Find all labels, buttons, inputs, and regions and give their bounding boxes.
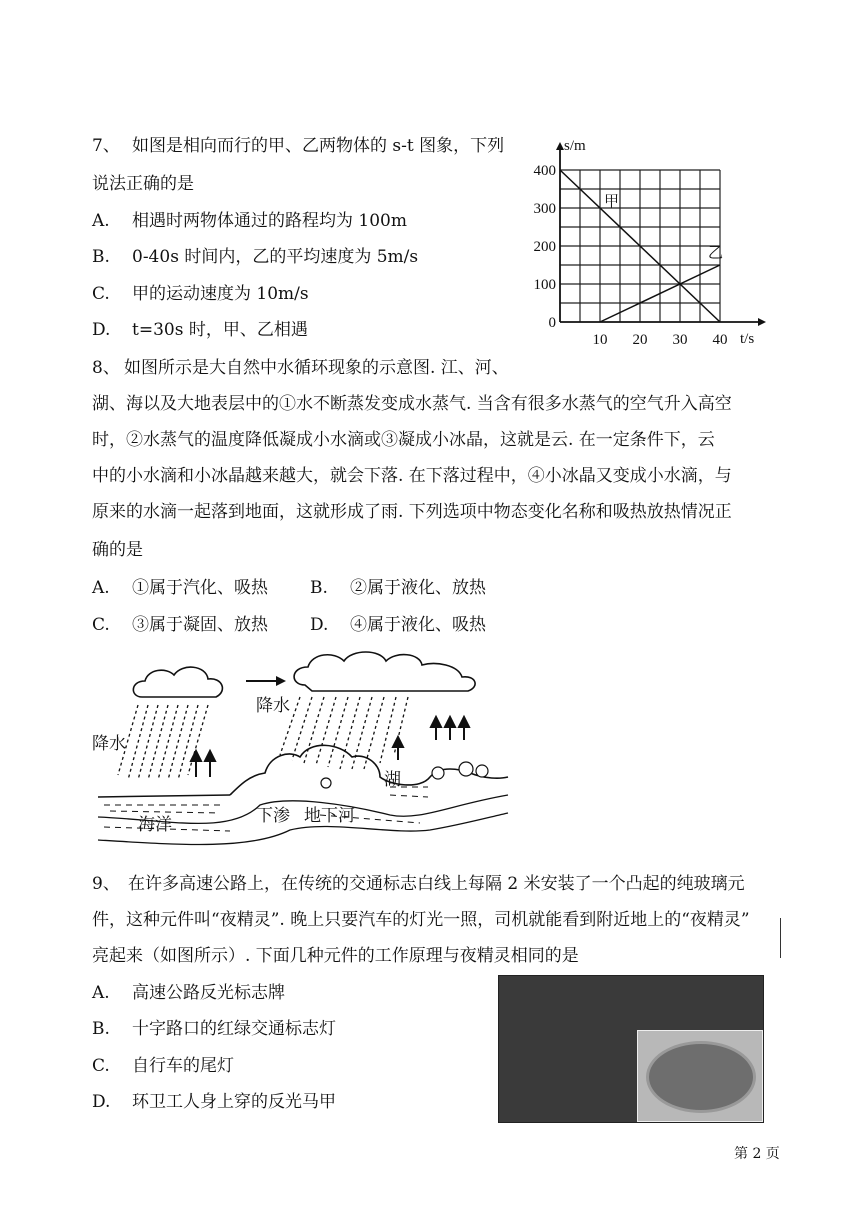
chart-ticks [534,163,728,348]
q7-option-b-letter: B. [92,247,110,267]
q9-option-d-text: 环卫工人身上穿的反光马甲 [132,1092,336,1112]
x-tick-label: 10 [592,332,608,348]
x-tick-label: 30 [672,332,688,348]
q9-number: 9、 [92,874,120,894]
q9-stem-line1: 在许多高速公路上，在传统的交通标志白线上每隔 2 米安装了一个凸起的纯玻璃元 [128,874,745,894]
q8-stem-line6: 确的是 [92,540,143,560]
q7-option-b-text: 0-40s 时间内，乙的平均速度为 5m/s [132,247,419,267]
q8-option-d-text: ④属于液化、吸热 [350,615,486,635]
reflector-closeup-inset [637,1030,763,1122]
ocean-surface [98,795,230,797]
q7-option-a-letter: A. [92,211,110,231]
y-axis-label: s/m [564,138,586,154]
q8-stem-line2: 湖、海以及大地表层中的①水不断蒸发变成水蒸气. 当含有很多水蒸气的空气升入高空 [92,394,732,414]
q7-option-a-text: 相遇时两物体通过的路程均为 100m [132,211,407,231]
label-rain-left: 降水 [92,734,126,754]
page-number: 第 2 页 [734,1146,780,1162]
st-chart [520,130,770,355]
y-tick-label: 0 [548,315,556,331]
label-ocean: 海洋 [138,815,172,835]
x-tick-label: 20 [632,332,648,348]
q8-option-b-letter: B. [310,578,328,598]
cloud-right [294,652,475,691]
q8-number: 8、 [92,358,120,378]
q8-option-c-letter: C. [92,615,110,635]
q8-stem-line3: 时，②水蒸气的温度降低凝成小水滴或③凝成小冰晶，这就是云. 在一定条件下，云 [92,430,715,450]
q7-option-c-letter: C. [92,284,110,304]
page-margin-line [780,918,781,958]
q9-option-c-letter: C. [92,1056,110,1076]
x-axis-label: t/s [740,331,755,347]
q8-option-a-text: ①属于汽化、吸热 [132,578,268,598]
y-tick-label: 200 [533,239,556,255]
cloud-left [133,667,222,697]
q8-option-a-letter: A. [92,578,110,598]
q7-option-d-letter: D. [92,320,111,340]
reflector-stud-image [646,1041,756,1113]
q9-option-d-letter: D. [92,1092,111,1112]
rain-right [280,697,408,769]
q8-option-c-text: ③属于凝固、放热 [132,615,268,635]
q9-option-a-text: 高速公路反光标志牌 [132,983,285,1003]
label-seep: 下渗 [256,806,290,826]
q7-option-c-text: 甲的运动速度为 10m/s [132,284,309,304]
q9-option-b-letter: B. [92,1019,110,1039]
label-underground-river: 地下河 [304,806,355,826]
q7-stem-line2: 说法正确的是 [92,174,194,194]
y-tick-label: 100 [533,277,556,293]
q8-option-b-text: ②属于液化、放热 [350,578,486,598]
x-tick-label: 40 [712,332,728,348]
q7-option-d-text: t=30s 时，甲、乙相遇 [132,320,308,340]
rain-left [118,705,208,780]
q7-number: 7、 [92,136,120,156]
label-lake: 湖 [384,770,401,790]
evaporation-arrows [191,717,469,777]
q8-stem-line4: 中的小水滴和小冰晶越来越大，就会下落. 在下落过程中，④小冰晶又变成小水滴，与 [92,466,732,486]
label-rain-right: 降水 [256,696,290,716]
night-reflector-photo [498,975,764,1123]
water-cycle-diagram [90,645,510,865]
y-tick-label: 400 [533,163,556,179]
q8-stem-line1: 如图所示是大自然中水循环现象的示意图. 江、河、 [124,358,509,378]
q9-stem-line3: 亮起来（如图所示）. 下面几种元件的工作原理与夜精灵相同的是 [92,946,579,966]
q9-option-b-text: 十字路口的红绿交通标志灯 [132,1019,336,1039]
q9-option-a-letter: A. [92,983,110,1003]
x-axis-arrow [758,318,766,326]
y-tick-label: 300 [533,201,556,217]
series-label-yi: 乙 [708,245,724,262]
y-axis-arrow [556,142,564,150]
series-label-jia: 甲 [604,194,620,211]
q8-stem-line5: 原来的水滴一起落到地面，这就形成了雨. 下列选项中物态变化名称和吸热放热情况正 [92,502,732,522]
q9-stem-line2: 件，这种元件叫“夜精灵”. 晚上只要汽车的灯光一照，司机就能看到附近地上的“夜精灵” [92,910,750,930]
q9-option-c-text: 自行车的尾灯 [132,1056,234,1076]
q8-option-d-letter: D. [310,615,329,635]
q7-stem-line1: 如图是相向而行的甲、乙两物体的 s-t 图象，下列 [132,136,505,156]
